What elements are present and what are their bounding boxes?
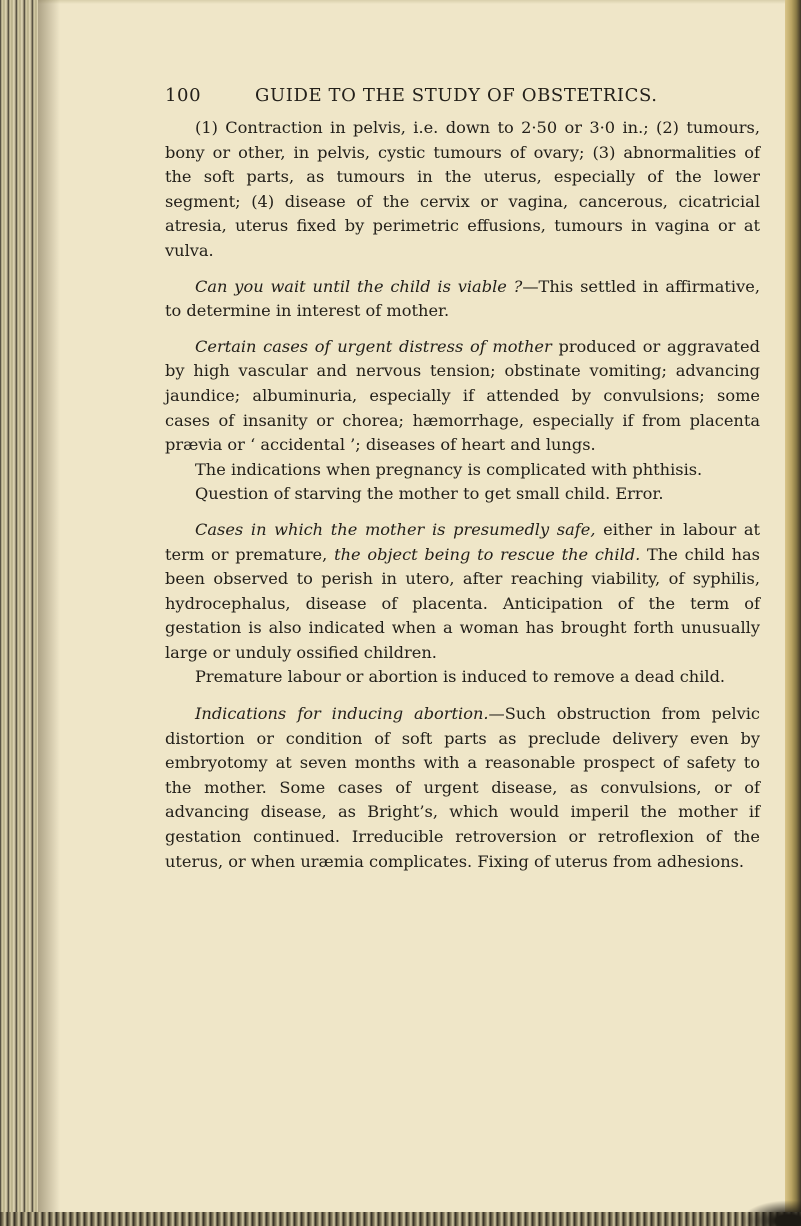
- corner-shadow: [741, 1200, 801, 1226]
- paragraph-urgent-distress: [165, 335, 760, 458]
- book-spine-edge: [0, 0, 38, 1226]
- fore-edge-right: [785, 0, 801, 1226]
- running-head: [165, 80, 760, 106]
- paragraph-text: Premature labour or abortion is induced to remove a dead child.: [195, 667, 726, 687]
- paragraph-text: (1) Contraction in pelvis, i.e. down to 2·50 or 3·0 in.; (2) tumours, bony or other, in pelvis, cystic tumours of ovary; (3) abnormalities of the soft parts, as tumours in the uterus, especially of the lower segment; (4) disease of the cervix or vagina, cancerous, cicatricial atresia, uterus fixed by perimetric effusions, tumours in vagina or at vulva.: [165, 118, 760, 260]
- paragraph-dead-child: [165, 665, 760, 690]
- paragraph-inducing-abortion: [165, 702, 760, 874]
- paragraph-mother-safe: [165, 518, 760, 666]
- page-number: 100: [165, 85, 202, 106]
- paragraph-text: —This settled in affirmative, to determine in interest of mother.: [165, 276, 760, 321]
- paragraph-text: either in labour at term or premature,: [165, 519, 761, 564]
- paragraph-heading: Certain cases of urgent distress of mother: [195, 336, 552, 356]
- paragraph-heading: Can you wait until the child is viable ?: [195, 276, 523, 296]
- page-body: [165, 116, 760, 874]
- gutter-shadow: [38, 0, 60, 1226]
- page-bottom-edge: [0, 1212, 801, 1226]
- paragraph-heading: Indications for inducing abortion.: [195, 704, 489, 724]
- running-title: GUIDE TO THE STUDY OF OBSTETRICS.: [255, 85, 658, 106]
- paragraph-text: The indications when pregnancy is complicated with phthisis.: [195, 459, 703, 479]
- paragraph-starving: [165, 482, 760, 507]
- paragraph-emphasis: the object being to rescue the child.: [334, 544, 641, 564]
- paragraph-text: The child has been observed to perish in utero, after reaching viability, of syphilis, hydrocephalus, disease of placenta. Anticipation of the term of gestation is also indicated when a woman has brought forth unusually large or unduly ossified children.: [165, 544, 760, 662]
- paragraph-text: produced or aggravated by high vascular and nervous tension; obstinate vomiting; advancing jaundice; albuminuria, especially if attended by convulsions; some cases of insanity or chorea; hæmorrhage, especially if from placenta prævia or ‘ accidental ’; diseases of heart and lungs.: [165, 336, 760, 455]
- paragraph-contraction-list: [165, 116, 760, 264]
- page-top-edge: [0, 0, 801, 4]
- paragraph-phthisis: [165, 458, 760, 483]
- paragraph-heading: Cases in which the mother is presumedly safe,: [195, 519, 596, 539]
- paragraph-viability: [165, 275, 760, 324]
- paragraph-text: —Such obstruction from pelvic distortion or condition of soft parts as preclude delivery even by embryotomy at seven months with a reasonable prospect of safety to the mother. Some cases of urgent disease, as convulsions, or of advancing disease, as Bright’s, which would imperil the mother if gestation continued. Irreducible retroversion or retroflexion of the uterus, or when uræmia complicates. Fixing of uterus from adhesions.: [165, 704, 760, 871]
- paragraph-text: Question of starving the mother to get small child. Error.: [195, 484, 664, 504]
